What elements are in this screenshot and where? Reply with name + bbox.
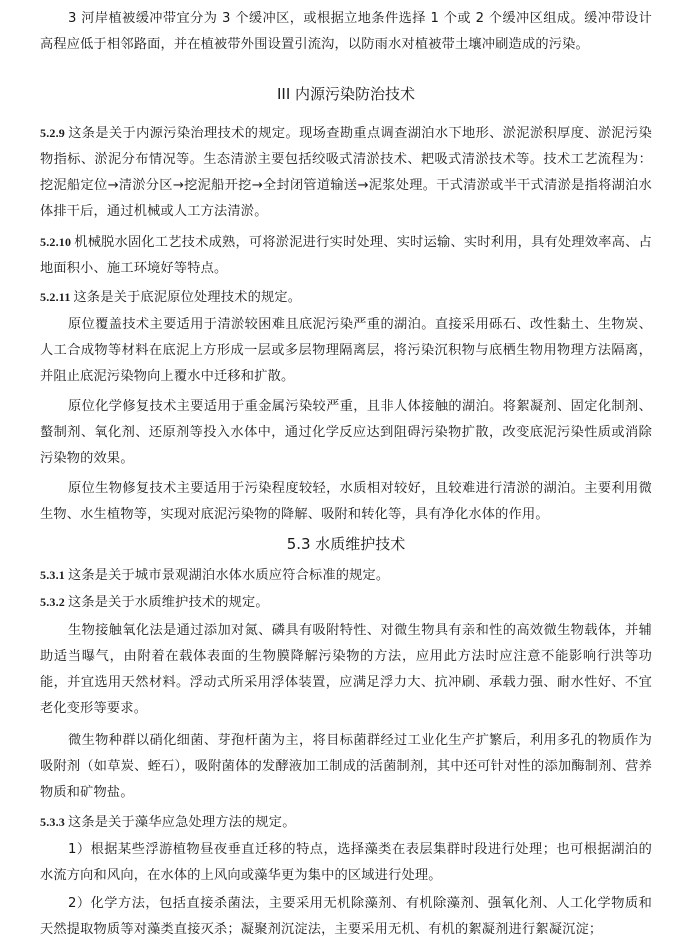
section-heading-water-quality: 5.3 水质维护技术 (286, 535, 406, 553)
clause-5-2-10 (40, 229, 652, 282)
clause-5-2-11 (40, 284, 652, 311)
buffer-zone-paragraph: 3 河岸植被缓冲带宜分为 3 个缓冲区，或根据立地条件选择 1 个或 2 个缓冲区组成。缓冲带设计高程应低于相邻路面，并在植被带外围设置引流沟，以防雨水对植被带土壤冲刷造成的污染。 (40, 11, 652, 52)
microbial-population-paragraph: 微生物种群以硝化细菌、芽孢杆菌为主，将目标菌群经过工业化生产扩繁后，利用多孔的物质作为吸附剂（如草炭、蛭石），吸附菌体的发酵液加工制成的活菌制剂，其中还可针对性的添加酶制剂、营养物质和矿物盐。 (40, 733, 652, 800)
clause-5-3-1 (40, 562, 652, 589)
clause-number: 5.3.3 (40, 815, 65, 829)
algae-method-2: 2）化学方法，包括直接杀菌法，主要采用无机除藻剂、有机除藻剂、强氧化剂、人工化学物质和天然提取物质等对藻类直接灭杀；凝聚剂沉淀法，主要采用无机、有机的絮凝剂进行絮凝沉淀； (40, 896, 652, 937)
clause-text: 这条是关于城市景观湖泊水体水质应符合标准的规定。 (68, 568, 390, 583)
clause-number: 5.2.9 (40, 126, 65, 140)
clause-text: 这条是关于水质维护技术的规定。 (68, 595, 269, 610)
clause-number: 5.3.2 (40, 595, 65, 609)
clause-5-3-3 (40, 809, 652, 836)
section-heading-internal-pollution: III 内源污染防治技术 (276, 85, 416, 103)
in-situ-chemical-paragraph: 原位化学修复技术主要适用于重金属污染较严重，且非人体接触的湖泊。将絮凝剂、固定化制剂、螯制剂、氧化剂、还原剂等投入水体中，通过化学反应达到阻碍污染物扩散，改变底泥污染性质或消除污染物的效果。 (40, 399, 652, 466)
clause-number: 5.3.1 (40, 568, 65, 582)
clause-text: 机械脱水固化工艺技术成熟，可将淤泥进行实时处理、实时运输、实时利用，具有处理效率高、占地面积小、施工环境好等特点。 (40, 235, 652, 276)
clause-5-3-2 (40, 589, 652, 616)
clause-text: 这条是关于藻华应急处理方法的规定。 (68, 815, 296, 830)
in-situ-cover-paragraph: 原位覆盖技术主要适用于清淤较困难且底泥污染严重的湖泊。直接采用砾石、改性黏土、生物炭、人工合成物等材料在底泥上方形成一层或多层物理隔离层，将污染沉积物与底栖生物用物理方法隔离，并阻止底泥污染物向上覆水中迁移和扩散。 (40, 317, 652, 384)
clause-text: 这条是关于内源污染治理技术的规定。现场查勘重点调查湖泊水下地形、淤泥淤积厚度、淤泥污染物指标、淤泥分布情况等。生态清淤主要包括绞吸式清淤技术、耙吸式清淤技术等。技术工艺流程为：挖泥船定位→清淤分区→挖泥船开挖→全封闭管道输送→泥浆处理。干式清淤或半干式清淤是指将湖泊水体排干后，通过机械或人工方法清淤。 (40, 126, 652, 219)
clause-5-2-9 (40, 120, 652, 225)
in-situ-biological-paragraph: 原位生物修复技术主要适用于污染程度较轻，水质相对较好，且较难进行清淤的湖泊。主要利用微生物、水生植物等，实现对底泥污染物的降解、吸附和转化等，具有净化水体的作用。 (40, 481, 652, 522)
clause-number: 5.2.10 (40, 235, 72, 249)
clause-text: 这条是关于底泥原位处理技术的规定。 (73, 290, 302, 305)
algae-method-1: 1）根据某些浮游植物昼夜垂直迁移的特点，选择藻类在表层集群时段进行处理；也可根据湖泊的水流方向和风向，在水体的上风向或藻华更为集中的区域进行处理。 (40, 842, 652, 883)
biological-contact-oxidation-paragraph: 生物接触氧化法是通过添加对氮、磷具有吸附特性、对微生物具有亲和性的高效微生物载体，并辅助适当曝气，由附着在载体表面的生物膜降解污染物的方法，应用此方法时应注意不能影响行洪等功能，并宜选用天然材料。浮动式所采用浮体装置，应满足浮力大、抗冲刷、承载力强、耐水性好、不宜老化变形等要求。 (40, 623, 652, 716)
clause-number: 5.2.11 (40, 290, 71, 304)
